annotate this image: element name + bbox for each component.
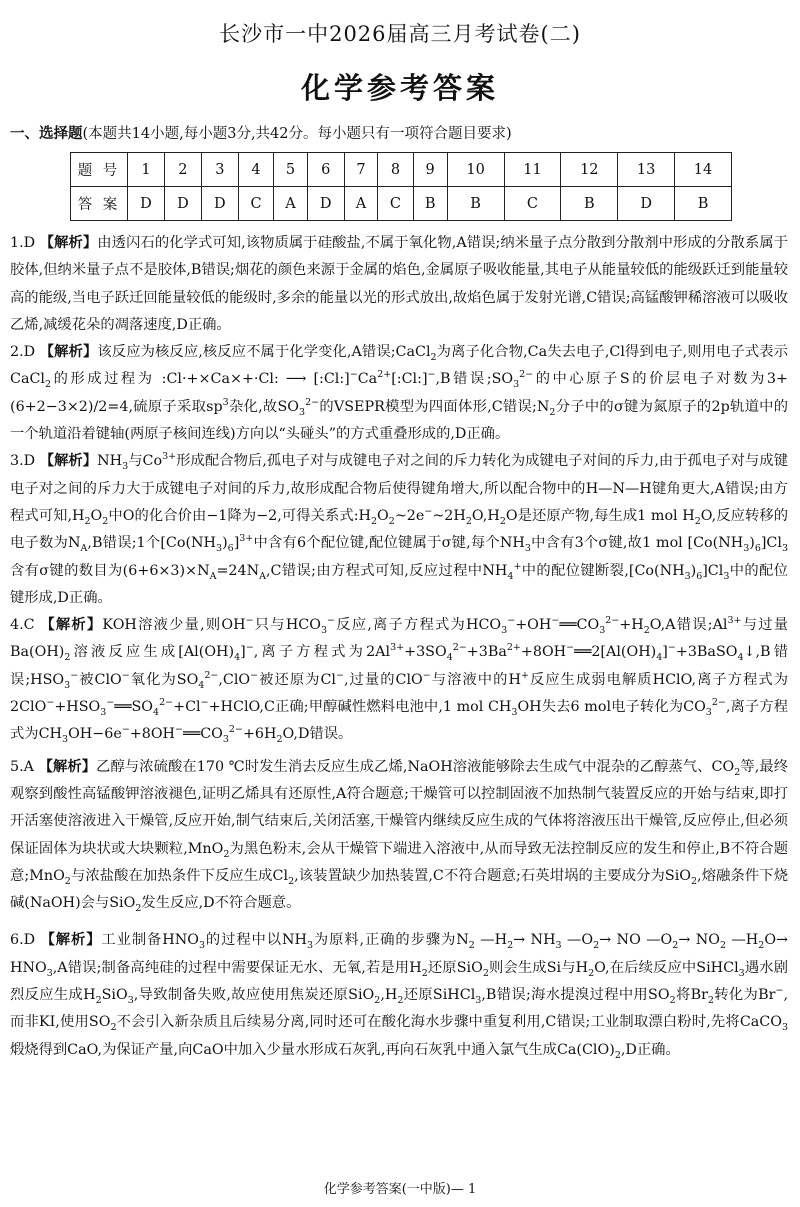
explanation-1: 1.D 【解析】由透闪石的化学式可知,该物质属于硅酸盐,不属于氧化物,A错误;纳米量子点分散到分散剂中形成的分散系属于胶体,但纳米量子点不是胶体,B错误;烟花的颜色来源于金属的焰色,金属原子吸收能量,其电子从能量较低的能级跃迁到能量较高的能级,当电子跃迁回能量较低的能级时,多余的能量以光的形式放出,故焰色属于发射光谱,C错误;高锰酸钾稀溶液可以吸收乙烯,减缓花朵的凋落速度,D正确。 [10, 235, 789, 333]
answer-prefix: 1.D [10, 235, 36, 251]
answer-cell: D [618, 187, 675, 221]
answer-cell: D [307, 187, 344, 221]
analysis-tag: 【解析】 [39, 235, 98, 251]
analysis-tag: 【解析】 [40, 932, 102, 949]
answer-cell: B [561, 187, 618, 221]
explanation-6: 6.D 【解析】工业制备$HNO_3$的过程中以$NH_3$为原料,正确的步骤为$N_2$ $—H_2\to NH_3$ $—O_2\to$ NO $—O_2\to NO_2$ $—H_2O\to HNO_3,A$错误;制备高纯硅的过程中需要保证无水、无氧,若是用$H_2$还原SiO$_2$则会生成Si与$H_2O$,在后续反应中SiHCl$_3$遇水剧烈反应生成$H_2SiO_3$,导致制备失败,故应使用焦炭还原$SiO_2,H_2$还原SiHCl$_3$,B错误;海水提溴过程中用$SO_2$将$Br_2$转化为Br−,而非KI,使用$SO_2$不会引入新杂质且后续易分离,同时还可在酸化海水步骤中重复利用,C错误;工业制取漂白粉时,先将CaCO$_3$煅烧得到CaO,为保证产量,向CaO中加入少量水形成石灰乳,再向石灰乳中通入氯气生成$Ca(ClO)_2,D$正确。 [10, 932, 789, 1061]
analysis-tag: 【解析】 [39, 344, 98, 361]
answer-cell: D [201, 187, 238, 221]
number-cell: 9 [413, 153, 447, 187]
answer-cell: A [274, 187, 308, 221]
number-cell: 10 [447, 153, 504, 187]
answer-cell: A [344, 187, 378, 221]
answer-prefix: 5.A [10, 758, 34, 775]
answer-cell: D [128, 187, 165, 221]
question-number-row [71, 153, 732, 187]
explanation-5: 5.A 【解析】乙醇与浓硫酸在170 ℃时发生消去反应生成乙烯,NaOH溶液能够除去生成气中混杂的乙醇蒸气、$CO_2$等,最终观察到酸性高锰酸钾溶液褪色,证明乙烯具有还原性,A符合题意;干燥管可以控制固液不加热制气装置反应的开始与结束,即打开活塞使溶液进入干燥管,反应开始,制气结束后,关闭活塞,干燥管内继续反应生成的气体将溶液压出干燥管,反应停止,但必须保证固体为块状或大块颗粒,MnO$_2$为黑色粉末,会从干燥管下端进入溶液中,从而导致无法控制反应的发生和停止,B不符合题意;MnO$_2$与浓盐酸在加热条件下反应生成$Cl_2$,该装置缺少加热装置,C不符合题意;石英坩埚的主要成分为SiO$_2$,熔融条件下烧碱(NaOH)会与SiO$_2$发生反应,D不符合题意。 [10, 758, 789, 914]
answer-row [71, 187, 732, 221]
analysis-tag: 【解析】 [40, 617, 103, 634]
answer-prefix: 6.D [10, 932, 36, 949]
row-label-answer: 答 案 [71, 187, 128, 221]
page-footer: 化学参考答案(一中版)— 1 [323, 1182, 477, 1197]
answer-prefix: 2.D [10, 344, 36, 361]
number-cell: 13 [618, 153, 675, 187]
page-title: 化学参考答案 [300, 71, 499, 105]
answer-prefix: 4.C [10, 617, 35, 634]
section-heading [10, 122, 512, 143]
answer-cell: C [504, 187, 561, 221]
number-cell: 5 [274, 153, 308, 187]
number-cell: 1 [128, 153, 165, 187]
number-cell: 2 [164, 153, 201, 187]
answer-prefix: 3.D [10, 453, 36, 470]
exam-title: 长沙市一中2026届高三月考试卷(二) [219, 22, 581, 46]
explanation-2: 2.D 【解析】该反应为核反应,核反应不属于化学变化,A错误;CaCl$_2$为离子化合物,Ca失去电子,Cl得到电子,则用电子式表示CaCl$_2$的形成过程为 :Cl·+×Ca×+·Cl: ⟶ $[:Cl:]^-Ca^{2+}[:Cl:]^-,B$错误$;SO_3^{2-}$的中心原子S的价层电子对数为3+(6+2−3×2)/2=4,硫原子采取$sp^3$杂化,故$SO_3^{2-}$的VSEPR模型为四面体形,C错误$;N_2$分子中的σ键为氮原子的2p轨道中的一个轨道沿着键轴(两原子核间连线)方向以“头碰头”的方式重叠形成的,D正确。 [10, 344, 789, 443]
number-cell: 12 [561, 153, 618, 187]
number-cell: 7 [344, 153, 378, 187]
explanation-3: 3.D 【解析】$NH_3$与$Co^{3+}$形成配合物后,孤电子对与成键电子对之间的斥力转化为成键电子对间的斥力,由于孤电子对与成键电子对之间的斥力大于成键电子对间的斥力,故形成配合物后使得键角增大,所以配合物中的H—N—H键角更大,A错误;由方程式可知$,H_2O_2$中O的化合价由−1降为−2,可得关系式$:H_2O_2\sim 2e^-\sim 2H_2O,H_2O$是还原产物,每生成1 mol $H_2O$,反应转移的电子数为$N_A,B$错误;1个$[Co(NH_3)_6]^{3+}$中含有6个配位键,配位键属于σ键,每个$NH_3$中含有3个σ键,故1 mol $[Co(NH_3)_6]Cl_3$含有σ键的数目为$(6+6\times 3)\times N_A=24N_A,C$错误;由方程式可知,反应过程中$NH_4^+$中的配位键断裂$,[Co(NH_3)_6]Cl_3$中的配位键形成,D正确。 [10, 451, 789, 606]
section-note: (本题共14小题,每小题3分,共42分。每小题只有一项符合题目要求) [82, 126, 512, 142]
analysis-tag: 【解析】 [38, 758, 97, 775]
answer-cell: C [238, 187, 273, 221]
answer-cell: B [675, 187, 732, 221]
answer-cell: D [164, 187, 201, 221]
number-cell: 4 [238, 153, 273, 187]
number-cell: 11 [504, 153, 561, 187]
answer-table [70, 152, 732, 221]
answer-cell: B [447, 187, 504, 221]
row-label-number: 题 号 [71, 153, 128, 187]
analysis-tag: 【解析】 [39, 453, 98, 470]
number-cell: 6 [307, 153, 344, 187]
number-cell: 8 [378, 153, 413, 187]
section-label: 一、选择题 [10, 126, 83, 142]
explanations [10, 230, 788, 1064]
number-cell: 14 [675, 153, 732, 187]
number-cell: 3 [201, 153, 238, 187]
answer-cell: B [413, 187, 447, 221]
explanation-4: 4.C 【解析】KOH溶液少量,则OH−只与$HCO_3^-$反应,离子方程式为$HCO_3^-+OH^-══CO_3^{2-}+H_2O,A$错误$;Al^{3+}$与过量$Ba(OH)_2$溶液反应生成$[Al(OH)_4]^-$,离子方程式为$2Al^{3+}+3SO_4^{2-}+3Ba^{2+}+8OH^-══2[Al(OH)_4]^-+3BaSO_4↓,B$错误$;HSO_3^-$被ClO−氧化为$SO_4^{2-},ClO^-$被还原为Cl−,过量的ClO−与溶液中的H+反应生成弱电解质HClO,离子方程式为$2ClO^-+HSO_3^-══SO_4^{2-}+Cl^-+HClO,C$正确;甲醇碱性燃料电池中,1 mol $CH_3OH$失去6 mol电子转化为$CO_3^{2-}$,离子方程式为$CH_3OH-6e^-+8OH^-══CO_3^{2-}+6H_2O,D$错误。 [10, 615, 789, 746]
answer-cell: C [378, 187, 413, 221]
